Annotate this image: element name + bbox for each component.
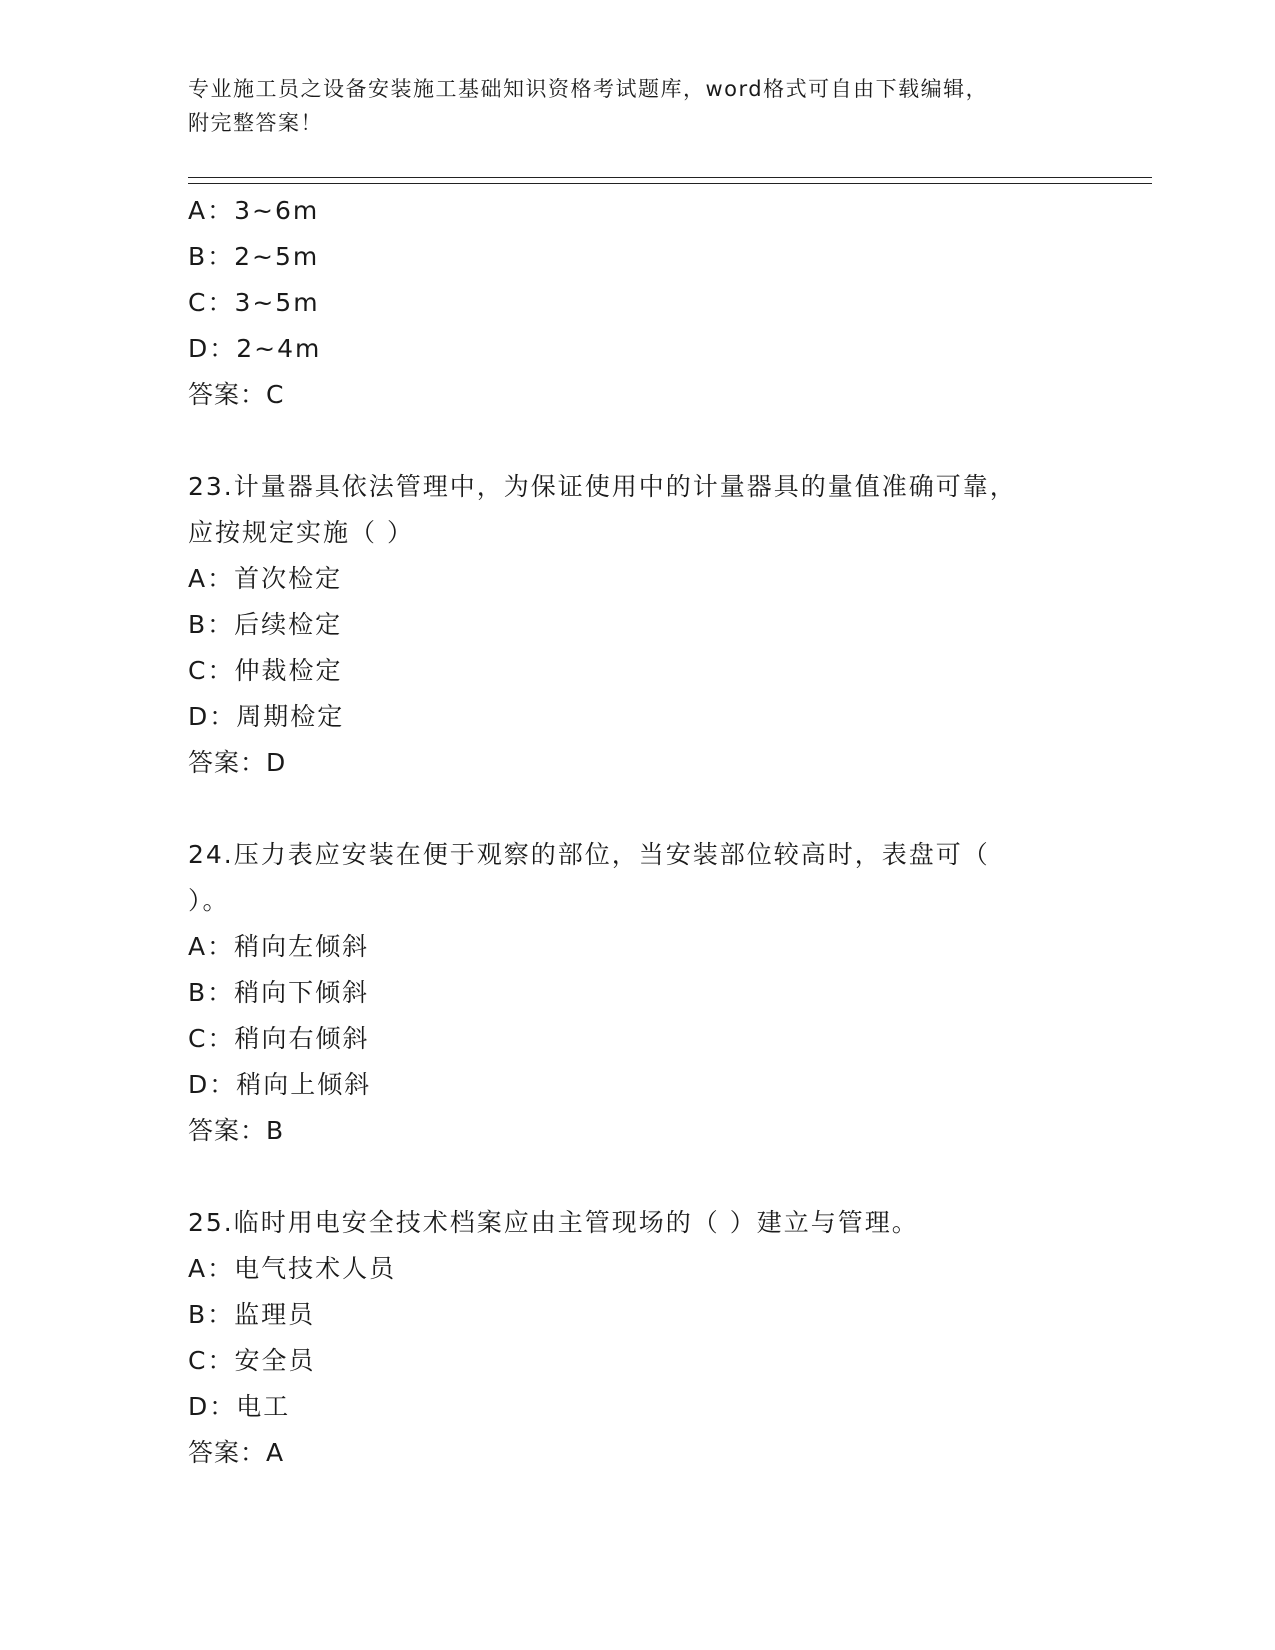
question-22: [188, 188, 1088, 418]
option-b: B：后续检定: [188, 610, 343, 639]
question-text-line-1: 24.压力表应安装在便于观察的部位，当安装部位较高时，表盘可（: [188, 840, 990, 869]
question-text-line-2: 应按规定实施（ ）: [188, 518, 414, 547]
header-line-2: 附完整答案！: [188, 111, 323, 135]
answer: 答案：C: [188, 380, 285, 409]
spacer: [188, 1154, 1088, 1200]
option-a: A：电气技术人员: [188, 1254, 397, 1283]
option-d: D：稍向上倾斜: [188, 1070, 372, 1099]
answer: 答案：D: [188, 748, 287, 777]
question-23: [188, 464, 1088, 786]
option-a: A：3~6m: [188, 196, 320, 225]
option-d: D：周期检定: [188, 702, 345, 731]
option-b: B：2~5m: [188, 242, 320, 271]
option-c: C：安全员: [188, 1346, 316, 1375]
option-d: D：2~4m: [188, 334, 322, 363]
question-text-line-1: 25.临时用电安全技术档案应由主管现场的（ ）建立与管理。: [188, 1208, 919, 1237]
document-header: [188, 72, 1088, 140]
header-divider-bottom: [188, 183, 1152, 184]
option-c: C：3~5m: [188, 288, 320, 317]
option-a: A：稍向左倾斜: [188, 932, 370, 961]
spacer: [188, 786, 1088, 832]
option-c: C：稍向右倾斜: [188, 1024, 370, 1053]
answer: 答案：A: [188, 1438, 285, 1467]
question-25: [188, 1200, 1088, 1476]
question-text-line-1: 23.计量器具依法管理中，为保证使用中的计量器具的量值准确可靠，: [188, 472, 1017, 501]
question-list: [188, 188, 1088, 1476]
header-line-1: 专业施工员之设备安装施工基础知识资格考试题库，word格式可自由下载编辑，: [188, 77, 989, 101]
option-b: B：监理员: [188, 1300, 316, 1329]
question-text-line-2: ）。: [188, 886, 230, 915]
spacer: [188, 418, 1088, 464]
answer: 答案：B: [188, 1116, 285, 1145]
option-d: D：电工: [188, 1392, 291, 1421]
option-b: B：稍向下倾斜: [188, 978, 370, 1007]
option-a: A：首次检定: [188, 564, 343, 593]
header-divider-top: [188, 177, 1152, 178]
option-c: C：仲裁检定: [188, 656, 343, 685]
question-24: [188, 832, 1088, 1154]
